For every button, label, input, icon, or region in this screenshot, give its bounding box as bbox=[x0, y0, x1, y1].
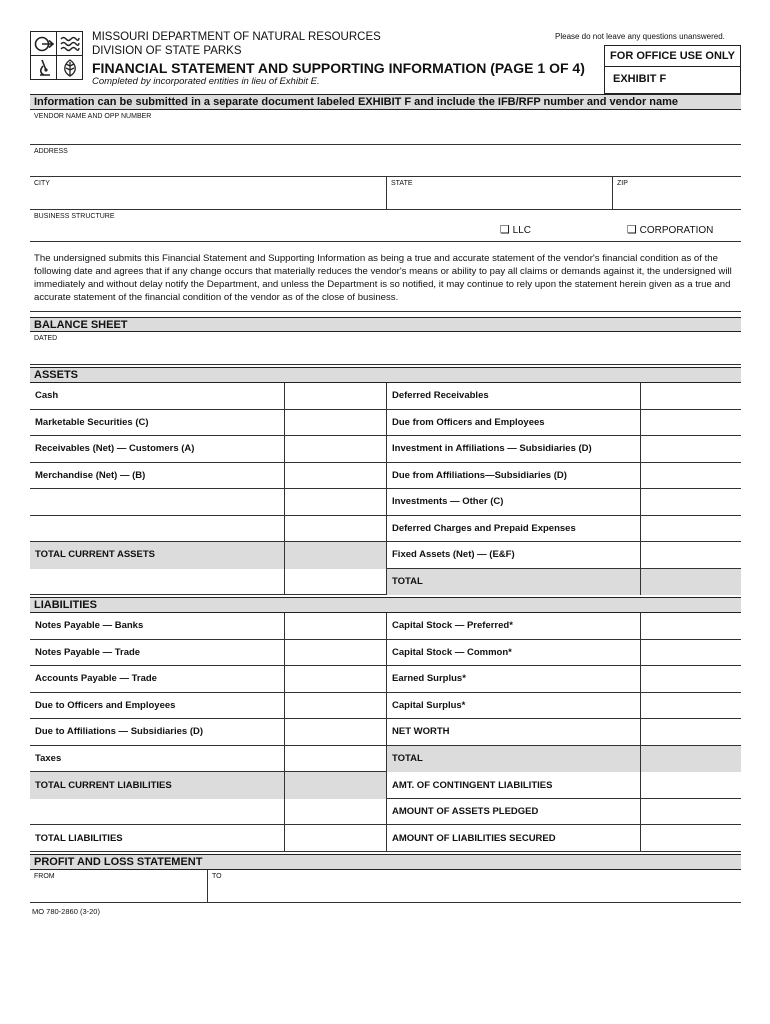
assets-left-amount-field[interactable] bbox=[284, 542, 386, 569]
liabilities-left-label: Accounts Payable — Trade bbox=[35, 673, 157, 685]
assets-right-amount-field[interactable] bbox=[640, 516, 741, 543]
dated-field[interactable] bbox=[30, 332, 741, 365]
table-row bbox=[30, 640, 741, 667]
liabilities-right-label-cell bbox=[386, 613, 640, 640]
info-banner bbox=[30, 94, 741, 110]
liabilities-table bbox=[30, 613, 741, 852]
assets-right-amount-field[interactable] bbox=[640, 383, 741, 410]
table-row bbox=[30, 693, 741, 720]
from-field[interactable] bbox=[30, 870, 207, 903]
liabilities-right-label-cell bbox=[386, 772, 640, 799]
liabilities-left-amount-field[interactable] bbox=[284, 666, 386, 693]
form-number: MO 780-2860 (3-20) bbox=[32, 907, 100, 916]
assets-right-label: Due from Officers and Employees bbox=[392, 416, 545, 428]
llc-checkbox-icon[interactable]: ❑ bbox=[500, 224, 510, 236]
assets-left-label-cell bbox=[30, 383, 284, 410]
city-label: CITY bbox=[34, 180, 50, 187]
liabilities-right-label: NET WORTH bbox=[392, 726, 450, 738]
info-banner-text: Information can be submitted in a separate document labeled EXHIBIT F and include the IFB/RFP number and vendor name bbox=[34, 96, 679, 108]
liabilities-right-label-cell bbox=[386, 666, 640, 693]
table-row bbox=[30, 410, 741, 437]
liabilities-left-label: TOTAL CURRENT LIABILITIES bbox=[35, 779, 172, 791]
liabilities-right-amount-field[interactable] bbox=[640, 825, 741, 852]
assets-right-label-cell bbox=[386, 542, 640, 569]
assets-right-label: Deferred Charges and Prepaid Expenses bbox=[392, 522, 576, 534]
table-row bbox=[30, 666, 741, 693]
zip-field[interactable] bbox=[612, 177, 741, 210]
form-subtitle: Completed by incorporated entities in lieu of Exhibit E. bbox=[92, 76, 320, 87]
liabilities-left-label-cell bbox=[30, 719, 284, 746]
liabilities-left-label-cell bbox=[30, 799, 284, 826]
vendor-name-field[interactable] bbox=[30, 110, 741, 145]
assets-left-amount-field[interactable] bbox=[284, 436, 386, 463]
liabilities-left-label-cell bbox=[30, 640, 284, 667]
liabilities-right-label: AMOUNT OF ASSETS PLEDGED bbox=[392, 806, 539, 818]
assets-right-label-cell bbox=[386, 410, 640, 437]
liabilities-left-amount-field[interactable] bbox=[284, 613, 386, 640]
liabilities-right-amount-field[interactable] bbox=[640, 772, 741, 799]
business-structure-label: BUSINESS STRUCTURE bbox=[34, 213, 115, 220]
assets-left-label: Receivables (Net) — Customers (A) bbox=[35, 443, 195, 455]
liabilities-right-amount-field[interactable] bbox=[640, 666, 741, 693]
table-row bbox=[30, 569, 741, 596]
city-field[interactable] bbox=[30, 177, 386, 210]
assets-right-amount-field[interactable] bbox=[640, 463, 741, 490]
liabilities-left-amount-field[interactable] bbox=[284, 825, 386, 852]
assets-right-label: Investment in Affiliations — Subsidiaries (D) bbox=[392, 443, 592, 455]
corporation-checkbox-icon[interactable]: ❑ bbox=[627, 224, 637, 236]
address-field[interactable] bbox=[30, 145, 741, 177]
state-label: STATE bbox=[391, 180, 413, 187]
exhibit-label: EXHIBIT F bbox=[613, 73, 667, 85]
liabilities-left-label-cell bbox=[30, 613, 284, 640]
assets-right-amount-field[interactable] bbox=[640, 542, 741, 569]
liabilities-left-label: Due to Affiliations — Subsidiaries (D) bbox=[35, 726, 204, 738]
to-field[interactable] bbox=[207, 870, 741, 903]
assets-left-amount-field[interactable] bbox=[284, 569, 386, 596]
table-row bbox=[30, 799, 741, 826]
table-row bbox=[30, 613, 741, 640]
profit-loss-header bbox=[30, 854, 741, 870]
liabilities-right-amount-field[interactable] bbox=[640, 799, 741, 826]
assets-right-amount-field[interactable] bbox=[640, 489, 741, 516]
water-logo-icon bbox=[56, 31, 83, 56]
office-use-box bbox=[604, 45, 741, 94]
assets-left-amount-field[interactable] bbox=[284, 410, 386, 437]
assets-right-amount-field[interactable] bbox=[640, 569, 741, 596]
agency-name: MISSOURI DEPARTMENT OF NATURAL RESOURCES bbox=[92, 31, 381, 43]
liabilities-right-label: TOTAL bbox=[392, 753, 423, 765]
corporation-label: CORPORATION bbox=[639, 225, 714, 236]
liabilities-right-label: AMOUNT OF LIABILITIES SECURED bbox=[392, 832, 556, 844]
assets-right-amount-field[interactable] bbox=[640, 436, 741, 463]
liabilities-header bbox=[30, 597, 741, 613]
arrow-logo-icon bbox=[30, 31, 57, 56]
assets-table bbox=[30, 383, 741, 595]
liabilities-right-label: Capital Surplus* bbox=[392, 699, 466, 711]
assets-right-label: Fixed Assets (Net) — (E&F) bbox=[392, 549, 515, 561]
liabilities-right-label-cell bbox=[386, 825, 640, 852]
liabilities-left-label-cell bbox=[30, 772, 284, 799]
vendor-name-label: VENDOR NAME AND OPP NUMBER bbox=[34, 113, 152, 120]
liabilities-right-label-cell bbox=[386, 746, 640, 773]
state-field[interactable] bbox=[386, 177, 612, 210]
liabilities-right-amount-field[interactable] bbox=[640, 746, 741, 773]
assets-left-amount-field[interactable] bbox=[284, 489, 386, 516]
liabilities-right-label-cell bbox=[386, 640, 640, 667]
assets-right-label: Due from Affiliations—Subsidiaries (D) bbox=[392, 469, 567, 481]
table-row bbox=[30, 772, 741, 799]
liabilities-left-amount-field[interactable] bbox=[284, 719, 386, 746]
liabilities-right-amount-field[interactable] bbox=[640, 719, 741, 746]
assets-left-label: Marketable Securities (C) bbox=[35, 416, 149, 428]
liabilities-left-label-cell bbox=[30, 666, 284, 693]
liabilities-right-label-cell bbox=[386, 693, 640, 720]
llc-option[interactable] bbox=[500, 223, 531, 236]
liabilities-right-label: Capital Stock — Common* bbox=[392, 646, 512, 658]
assets-right-label: TOTAL bbox=[392, 575, 423, 587]
liabilities-left-label-cell bbox=[30, 825, 284, 852]
assets-right-label-cell bbox=[386, 569, 640, 596]
assets-right-label: Deferred Receivables bbox=[392, 390, 489, 402]
division-name: DIVISION OF STATE PARKS bbox=[92, 45, 242, 57]
liabilities-right-label: Earned Surplus* bbox=[392, 673, 466, 685]
assets-left-label: TOTAL CURRENT ASSETS bbox=[35, 549, 155, 561]
dated-label: DATED bbox=[34, 335, 58, 342]
assets-left-label-cell bbox=[30, 410, 284, 437]
liabilities-left-amount-field[interactable] bbox=[284, 746, 386, 773]
assets-right-label-cell bbox=[386, 463, 640, 490]
liabilities-left-amount-field[interactable] bbox=[284, 640, 386, 667]
assets-left-label: Merchandise (Net) — (B) bbox=[35, 469, 146, 481]
balance-sheet-title: BALANCE SHEET bbox=[34, 319, 128, 331]
notice-text: Please do not leave any questions unanswered. bbox=[555, 32, 725, 41]
assets-right-label-cell bbox=[386, 516, 640, 543]
liabilities-left-amount-field[interactable] bbox=[284, 693, 386, 720]
table-row bbox=[30, 436, 741, 463]
address-label: ADDRESS bbox=[34, 148, 68, 155]
assets-title: ASSETS bbox=[34, 369, 79, 381]
balance-sheet-header bbox=[30, 317, 741, 332]
assets-right-label: Investments — Other (C) bbox=[392, 496, 504, 508]
liabilities-right-amount-field[interactable] bbox=[640, 613, 741, 640]
assets-right-amount-field[interactable] bbox=[640, 410, 741, 437]
assets-left-label-cell bbox=[30, 516, 284, 543]
table-row bbox=[30, 825, 741, 852]
office-use-label: FOR OFFICE USE ONLY bbox=[605, 46, 740, 67]
to-label: TO bbox=[212, 873, 222, 880]
assets-left-amount-field[interactable] bbox=[284, 463, 386, 490]
liabilities-right-label: Capital Stock — Preferred* bbox=[392, 620, 513, 632]
liabilities-left-label-cell bbox=[30, 693, 284, 720]
zip-label: ZIP bbox=[617, 180, 628, 187]
statement-paragraph: The undersigned submits this Financial Statement and Supporting Information as being a true and accurate statement of the vendor's financial condition as of the following date and agrees that if any change occurs that materially reduces the vendor's means or ability to pay all claims or demands against it, the undersigned will immediately and without delay notify the Department, and unless the Department is so notified, it may continue to rely upon the statement herein given as a true and accurate statement of the financial condition of the vendor as of the close of business. bbox=[34, 253, 732, 303]
table-row bbox=[30, 489, 741, 516]
liabilities-left-label: Due to Officers and Employees bbox=[35, 699, 176, 711]
table-row bbox=[30, 463, 741, 490]
liabilities-left-amount-field[interactable] bbox=[284, 772, 386, 799]
liabilities-right-label: AMT. OF CONTINGENT LIABILITIES bbox=[392, 779, 553, 791]
assets-right-label-cell bbox=[386, 436, 640, 463]
liabilities-right-label-cell bbox=[386, 799, 640, 826]
liabilities-left-amount-field[interactable] bbox=[284, 799, 386, 826]
from-label: FROM bbox=[34, 873, 55, 880]
profit-loss-title: PROFIT AND LOSS STATEMENT bbox=[34, 856, 203, 868]
liabilities-left-label: TOTAL LIABILITIES bbox=[35, 832, 123, 844]
assets-left-label-cell bbox=[30, 489, 284, 516]
microscope-logo-icon bbox=[30, 55, 57, 80]
assets-left-label: Cash bbox=[35, 390, 59, 402]
liabilities-left-label-cell bbox=[30, 746, 284, 773]
liabilities-left-label: Taxes bbox=[35, 753, 62, 765]
liabilities-left-label: Notes Payable — Trade bbox=[35, 646, 141, 658]
corporation-option[interactable] bbox=[627, 223, 713, 236]
assets-left-label-cell bbox=[30, 436, 284, 463]
table-row bbox=[30, 383, 741, 410]
assets-left-label-cell bbox=[30, 463, 284, 490]
assets-left-label-cell bbox=[30, 542, 284, 569]
table-row bbox=[30, 746, 741, 773]
assets-left-amount-field[interactable] bbox=[284, 383, 386, 410]
liabilities-right-amount-field[interactable] bbox=[640, 640, 741, 667]
assets-left-label-cell bbox=[30, 569, 284, 596]
table-row bbox=[30, 516, 741, 543]
assets-left-amount-field[interactable] bbox=[284, 516, 386, 543]
table-row bbox=[30, 542, 741, 569]
assets-right-label-cell bbox=[386, 489, 640, 516]
table-row bbox=[30, 719, 741, 746]
llc-label: LLC bbox=[512, 225, 532, 236]
assets-header bbox=[30, 367, 741, 383]
assets-right-label-cell bbox=[386, 383, 640, 410]
liabilities-title: LIABILITIES bbox=[34, 599, 97, 611]
liabilities-right-amount-field[interactable] bbox=[640, 693, 741, 720]
liabilities-right-label-cell bbox=[386, 719, 640, 746]
leaf-logo-icon bbox=[56, 55, 83, 80]
liabilities-left-label: Notes Payable — Banks bbox=[35, 620, 144, 632]
form-title: FINANCIAL STATEMENT AND SUPPORTING INFORMATION (PAGE 1 OF 4) bbox=[92, 60, 585, 76]
